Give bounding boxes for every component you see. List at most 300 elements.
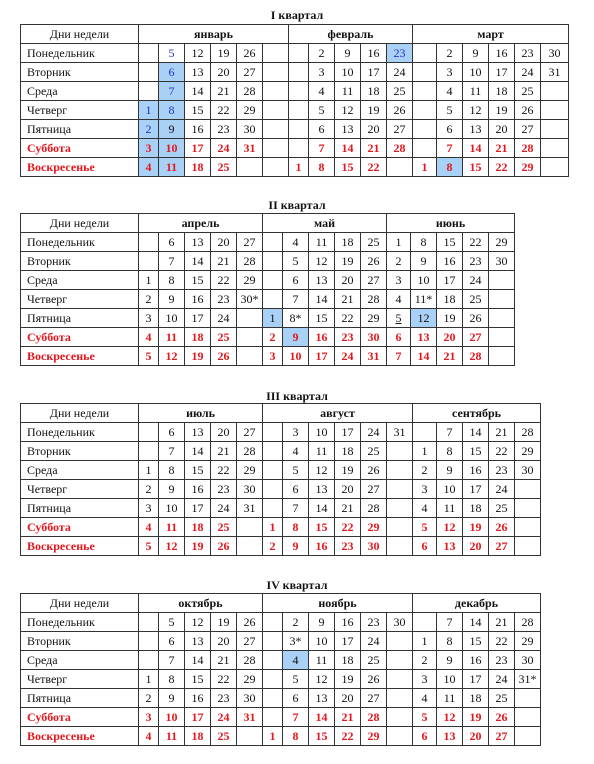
day-cell (263, 82, 289, 101)
day-cell (541, 120, 569, 139)
day-cell: 5 (159, 44, 185, 63)
day-cell: 30 (361, 537, 387, 556)
day-cell: 26 (211, 537, 237, 556)
day-cell: 17 (489, 63, 515, 82)
day-cell: 5 (413, 518, 437, 537)
day-cell: 9 (159, 689, 185, 708)
day-cell: 1 (413, 158, 437, 177)
day-cell (139, 82, 159, 101)
weekday-label: Вторник (21, 252, 139, 271)
day-cell: 27 (463, 328, 489, 347)
day-cell: 14 (309, 499, 335, 518)
day-cell: 18 (463, 499, 489, 518)
weekday-label: Среда (21, 651, 139, 670)
month-header: январь (139, 25, 289, 44)
day-cell: 19 (335, 461, 361, 480)
day-cell: 11 (437, 499, 463, 518)
day-cell: 2 (387, 252, 411, 271)
day-cell: 17 (361, 63, 387, 82)
day-cell: 20 (437, 328, 463, 347)
day-cell: 23 (361, 613, 387, 632)
day-cell: 28 (387, 139, 413, 158)
weekday-label: Понедельник (21, 613, 139, 632)
day-cell: 8* (283, 309, 309, 328)
day-cell (139, 252, 159, 271)
day-cell: 9 (437, 461, 463, 480)
day-cell: 19 (335, 252, 361, 271)
day-cell: 8 (159, 101, 185, 120)
day-cell: 16 (463, 651, 489, 670)
day-cell: 7 (309, 139, 335, 158)
day-cell: 11 (309, 651, 335, 670)
day-cell: 21 (211, 651, 237, 670)
day-cell (387, 461, 413, 480)
day-cell: 10 (309, 632, 335, 651)
day-cell: 7 (159, 651, 185, 670)
day-cell: 15 (463, 442, 489, 461)
day-cell: 9 (335, 44, 361, 63)
day-cell: 1 (413, 442, 437, 461)
day-cell (139, 44, 159, 63)
weekday-label: Пятница (21, 309, 139, 328)
day-cell: 27 (237, 233, 263, 252)
day-cell (413, 63, 437, 82)
day-cell (541, 139, 569, 158)
day-cell: 3 (139, 499, 159, 518)
day-cell: 29 (489, 233, 515, 252)
weekdays-header: Дни недели (21, 25, 139, 44)
day-cell: 1 (387, 233, 411, 252)
day-cell (387, 480, 413, 499)
day-cell: 8 (283, 727, 309, 746)
weekday-label: Пятница (21, 689, 139, 708)
day-cell: 13 (309, 480, 335, 499)
day-cell: 25 (211, 518, 237, 537)
day-cell: 4 (283, 233, 309, 252)
day-cell: 15 (185, 271, 211, 290)
day-cell: 4 (437, 82, 463, 101)
day-cell: 28 (237, 651, 263, 670)
day-cell (263, 233, 283, 252)
day-cell: 10 (159, 139, 185, 158)
day-cell: 30 (361, 328, 387, 347)
day-cell: 27 (361, 689, 387, 708)
day-cell: 2 (309, 44, 335, 63)
day-cell: 17 (309, 347, 335, 366)
day-cell: 26 (211, 347, 237, 366)
day-cell: 12 (309, 252, 335, 271)
day-cell (139, 613, 159, 632)
weekday-label: Суббота (21, 328, 139, 347)
day-cell: 12 (437, 708, 463, 727)
day-cell: 27 (515, 120, 541, 139)
day-cell: 8 (159, 670, 185, 689)
day-cell: 30 (515, 651, 541, 670)
day-cell: 2 (263, 537, 283, 556)
day-cell: 14 (185, 442, 211, 461)
day-cell: 6 (159, 632, 185, 651)
day-cell (413, 139, 437, 158)
quarter-table (20, 213, 515, 366)
day-cell: 18 (463, 689, 489, 708)
day-cell: 26 (361, 670, 387, 689)
day-cell: 23 (489, 651, 515, 670)
day-cell: 26 (237, 44, 263, 63)
day-cell: 8 (159, 271, 185, 290)
day-cell: 7 (437, 139, 463, 158)
day-cell: 1 (139, 271, 159, 290)
day-cell: 19 (463, 518, 489, 537)
day-cell: 20 (335, 689, 361, 708)
day-cell: 14 (185, 82, 211, 101)
weekday-label: Понедельник (21, 44, 139, 63)
day-cell: 25 (211, 158, 237, 177)
day-cell: 5 (283, 670, 309, 689)
day-cell (387, 670, 413, 689)
day-cell: 3 (263, 347, 283, 366)
day-cell: 23 (211, 689, 237, 708)
day-cell (139, 63, 159, 82)
day-cell: 27 (237, 423, 263, 442)
day-cell: 29 (237, 271, 263, 290)
day-cell: 11 (159, 518, 185, 537)
day-cell: 31 (237, 499, 263, 518)
day-cell: 10 (437, 670, 463, 689)
day-cell (413, 82, 437, 101)
day-cell: 4 (283, 651, 309, 670)
day-cell: 30 (387, 613, 413, 632)
day-cell: 31 (387, 423, 413, 442)
day-cell: 10 (159, 499, 185, 518)
day-cell (515, 727, 541, 746)
day-cell (263, 461, 283, 480)
quarter-title: II квартал (268, 198, 326, 212)
day-cell (237, 347, 263, 366)
day-cell (489, 347, 515, 366)
day-cell (413, 101, 437, 120)
day-cell: 12 (309, 670, 335, 689)
day-cell: 9 (283, 537, 309, 556)
weekday-label: Пятница (21, 120, 139, 139)
day-cell: 2 (139, 290, 159, 309)
day-cell: 6 (283, 480, 309, 499)
weekday-label: Среда (21, 271, 139, 290)
day-cell: 16 (489, 44, 515, 63)
weekdays-header: Дни недели (21, 214, 139, 233)
day-cell (541, 101, 569, 120)
day-cell: 3 (139, 309, 159, 328)
day-cell: 28 (515, 613, 541, 632)
day-cell: 5 (437, 101, 463, 120)
month-header: июль (139, 404, 263, 423)
day-cell: 17 (185, 139, 211, 158)
day-cell: 22 (463, 233, 489, 252)
day-cell: 15 (335, 158, 361, 177)
day-cell: 6 (437, 120, 463, 139)
day-cell (237, 727, 263, 746)
day-cell: 31* (515, 670, 541, 689)
day-cell: 13 (185, 632, 211, 651)
day-cell: 1 (263, 727, 283, 746)
month-header: август (263, 404, 413, 423)
day-cell (263, 632, 283, 651)
day-cell: 6 (413, 537, 437, 556)
day-cell: 18 (489, 82, 515, 101)
day-cell: 20 (463, 727, 489, 746)
day-cell: 12 (463, 101, 489, 120)
weekday-label: Четверг (21, 101, 139, 120)
day-cell: 5 (413, 708, 437, 727)
quarter-title: IV квартал (266, 578, 328, 592)
day-cell: 15 (309, 518, 335, 537)
day-cell: 21 (335, 499, 361, 518)
month-header: июнь (387, 214, 515, 233)
day-cell: 16 (185, 689, 211, 708)
day-cell: 29 (361, 727, 387, 746)
day-cell: 19 (185, 537, 211, 556)
month-header: октябрь (139, 594, 263, 613)
day-cell: 20 (211, 233, 237, 252)
day-cell: 11 (437, 689, 463, 708)
day-cell: 31 (237, 139, 263, 158)
day-cell: 4 (413, 499, 437, 518)
day-cell: 14 (463, 139, 489, 158)
day-cell: 2 (139, 689, 159, 708)
day-cell: 11 (159, 727, 185, 746)
day-cell: 6 (309, 120, 335, 139)
day-cell: 21 (335, 708, 361, 727)
day-cell: 27 (237, 632, 263, 651)
day-cell (387, 651, 413, 670)
day-cell: 22 (489, 158, 515, 177)
day-cell: 7 (283, 499, 309, 518)
day-cell: 22 (211, 670, 237, 689)
day-cell: 5 (139, 537, 159, 556)
day-cell: 18 (361, 82, 387, 101)
day-cell: 11 (335, 82, 361, 101)
day-cell: 23 (489, 461, 515, 480)
day-cell: 21 (335, 290, 361, 309)
day-cell: 3* (283, 632, 309, 651)
month-header: май (263, 214, 387, 233)
day-cell: 25 (211, 727, 237, 746)
day-cell: 30* (237, 290, 263, 309)
day-cell: 13 (309, 689, 335, 708)
day-cell: 25 (361, 651, 387, 670)
day-cell (289, 82, 309, 101)
day-cell: 15 (309, 309, 335, 328)
weekday-label: Понедельник (21, 233, 139, 252)
day-cell: 28 (237, 82, 263, 101)
weekday-label: Пятница (21, 499, 139, 518)
day-cell: 19 (211, 44, 237, 63)
day-cell (263, 252, 283, 271)
day-cell: 21 (361, 139, 387, 158)
weekday-label: Понедельник (21, 423, 139, 442)
day-cell (289, 44, 309, 63)
day-cell: 28 (463, 347, 489, 366)
day-cell: 15 (463, 632, 489, 651)
day-cell: 3 (309, 63, 335, 82)
day-cell (289, 101, 309, 120)
day-cell: 30 (541, 44, 569, 63)
day-cell: 9 (437, 651, 463, 670)
day-cell (263, 290, 283, 309)
day-cell: 9 (463, 44, 489, 63)
day-cell: 23 (211, 480, 237, 499)
weekday-label: Вторник (21, 632, 139, 651)
day-cell: 18 (185, 328, 211, 347)
day-cell: 26 (489, 708, 515, 727)
day-cell: 15 (463, 158, 489, 177)
day-cell (489, 271, 515, 290)
day-cell: 25 (515, 82, 541, 101)
day-cell: 4 (413, 689, 437, 708)
day-cell: 24 (361, 423, 387, 442)
day-cell: 18 (185, 518, 211, 537)
day-cell: 10 (335, 63, 361, 82)
day-cell: 5 (139, 347, 159, 366)
day-cell: 5 (283, 252, 309, 271)
day-cell: 18 (437, 290, 463, 309)
day-cell: 17 (463, 670, 489, 689)
day-cell (413, 44, 437, 63)
day-cell: 6 (283, 689, 309, 708)
day-cell (263, 442, 283, 461)
day-cell: 3 (283, 423, 309, 442)
day-cell (263, 613, 283, 632)
day-cell (515, 480, 541, 499)
day-cell: 1 (263, 518, 283, 537)
day-cell: 2 (263, 328, 283, 347)
day-cell: 15 (309, 727, 335, 746)
weekday-label: Суббота (21, 139, 139, 158)
day-cell: 2 (283, 613, 309, 632)
day-cell: 14 (335, 139, 361, 158)
day-cell: 15 (185, 670, 211, 689)
day-cell: 26 (463, 309, 489, 328)
day-cell: 27 (361, 480, 387, 499)
day-cell (139, 423, 159, 442)
day-cell (515, 499, 541, 518)
day-cell: 21 (437, 347, 463, 366)
weekday-label: Воскресенье (21, 347, 139, 366)
day-cell: 6 (413, 727, 437, 746)
day-cell: 2 (413, 461, 437, 480)
day-cell: 19 (185, 347, 211, 366)
day-cell: 17 (185, 309, 211, 328)
day-cell (413, 613, 437, 632)
day-cell: 24 (515, 63, 541, 82)
day-cell: 19 (211, 613, 237, 632)
day-cell: 27 (361, 271, 387, 290)
day-cell (413, 120, 437, 139)
day-cell: 1 (139, 101, 159, 120)
day-cell: 25 (387, 82, 413, 101)
day-cell: 10 (159, 309, 185, 328)
day-cell: 13 (185, 233, 211, 252)
day-cell: 25 (361, 442, 387, 461)
day-cell: 28 (361, 290, 387, 309)
day-cell: 8 (309, 158, 335, 177)
day-cell: 20 (361, 120, 387, 139)
day-cell (289, 120, 309, 139)
day-cell: 4 (309, 82, 335, 101)
day-cell: 9 (159, 480, 185, 499)
day-cell: 23 (335, 328, 361, 347)
weekday-label: Воскресенье (21, 727, 139, 746)
day-cell: 24 (361, 632, 387, 651)
day-cell (387, 537, 413, 556)
day-cell: 11 (159, 158, 185, 177)
day-cell: 8 (159, 461, 185, 480)
day-cell: 3 (139, 708, 159, 727)
day-number: 5 (395, 310, 402, 325)
day-cell: 2 (437, 44, 463, 63)
day-cell: 23 (463, 252, 489, 271)
day-cell: 27 (489, 727, 515, 746)
day-cell: 2 (413, 651, 437, 670)
day-cell: 16 (185, 480, 211, 499)
day-cell: 19 (361, 101, 387, 120)
day-cell: 21 (211, 82, 237, 101)
weekday-label: Воскресенье (21, 158, 139, 177)
day-cell: 14 (463, 613, 489, 632)
day-cell: 14 (185, 651, 211, 670)
day-cell: 7 (283, 708, 309, 727)
day-cell: 16 (361, 44, 387, 63)
day-cell (263, 158, 289, 177)
day-cell: 20 (211, 632, 237, 651)
day-cell: 30 (237, 689, 263, 708)
day-cell: 16 (309, 537, 335, 556)
day-cell: 27 (387, 120, 413, 139)
day-cell: 24 (387, 63, 413, 82)
day-cell: 7 (159, 82, 185, 101)
day-cell: 28 (361, 708, 387, 727)
day-cell: 10 (463, 63, 489, 82)
day-cell: 16 (185, 120, 211, 139)
day-cell (387, 442, 413, 461)
month-header: декабрь (413, 594, 541, 613)
day-cell (541, 82, 569, 101)
day-cell: 11 (463, 82, 489, 101)
day-cell: 30 (515, 461, 541, 480)
day-cell (237, 518, 263, 537)
day-cell: 24 (463, 271, 489, 290)
day-cell: 9 (283, 328, 309, 347)
day-cell: 20 (335, 480, 361, 499)
day-cell: 24 (335, 347, 361, 366)
day-cell: 30 (489, 252, 515, 271)
day-cell: 20 (463, 537, 489, 556)
day-cell: 24 (211, 309, 237, 328)
day-cell: 9 (309, 613, 335, 632)
day-cell (289, 139, 309, 158)
day-cell: 6 (159, 63, 185, 82)
day-cell: 15 (437, 233, 463, 252)
day-cell: 5 (283, 461, 309, 480)
day-cell (139, 233, 159, 252)
day-cell: 13 (185, 63, 211, 82)
day-cell: 7 (437, 613, 463, 632)
weekdays-header: Дни недели (21, 594, 139, 613)
day-cell (263, 139, 289, 158)
day-cell: 30 (237, 120, 263, 139)
day-cell: 4 (139, 727, 159, 746)
quarter-table (20, 593, 541, 746)
day-cell: 1 (289, 158, 309, 177)
